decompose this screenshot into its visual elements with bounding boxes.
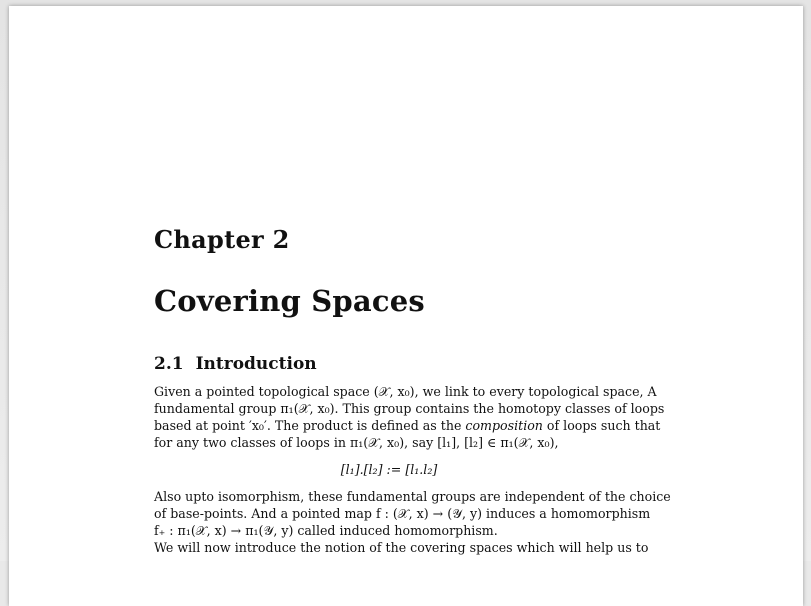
paragraph-isomorphism [154,488,671,555]
pdf-page [9,6,803,606]
paragraph-line: f₊ : π₁(𝒳, x) → π₁(𝒴, y) called induced homomorphism. [154,523,498,538]
section-title: Introduction [195,354,317,374]
chapter-label: Chapter 2 [154,225,290,254]
display-equation: [l₁].[l₂] := [l₁.l₂] [340,462,438,477]
paragraph-line [154,417,661,434]
paragraph-line: for any two classes of loops in π₁(𝒳, x₀), say [l₁], [l₂] ∈ π₁(𝒳, x₀), [154,435,559,450]
chapter-title: Covering Spaces [154,284,425,318]
section-heading [154,354,624,374]
emphasis-composition: composition [465,418,543,433]
paragraph-text: based at point ′x₀′. The product is defined as the [154,418,466,433]
paragraph-line: of base-points. And a pointed map f : (𝒳, x) → (𝒴, y) induces a homomorphism [154,506,651,521]
paragraph-line-cut: We will now introduce the notion of the covering spaces which will help us to [154,540,649,555]
paragraph-line: fundamental group π₁(𝒳, x₀). This group contains the homotopy classes of loops [154,401,665,416]
paragraph-line: Given a pointed topological space (𝒳, x₀), we link to every topological space, A [154,384,657,399]
paragraph-intro [154,383,665,451]
paragraph-text: of loops such that [542,418,661,433]
page-content [154,225,671,555]
section-number: 2.1 [154,354,184,374]
paragraph-line: Also upto isomorphism, these fundamental groups are independent of the choice [154,489,671,504]
